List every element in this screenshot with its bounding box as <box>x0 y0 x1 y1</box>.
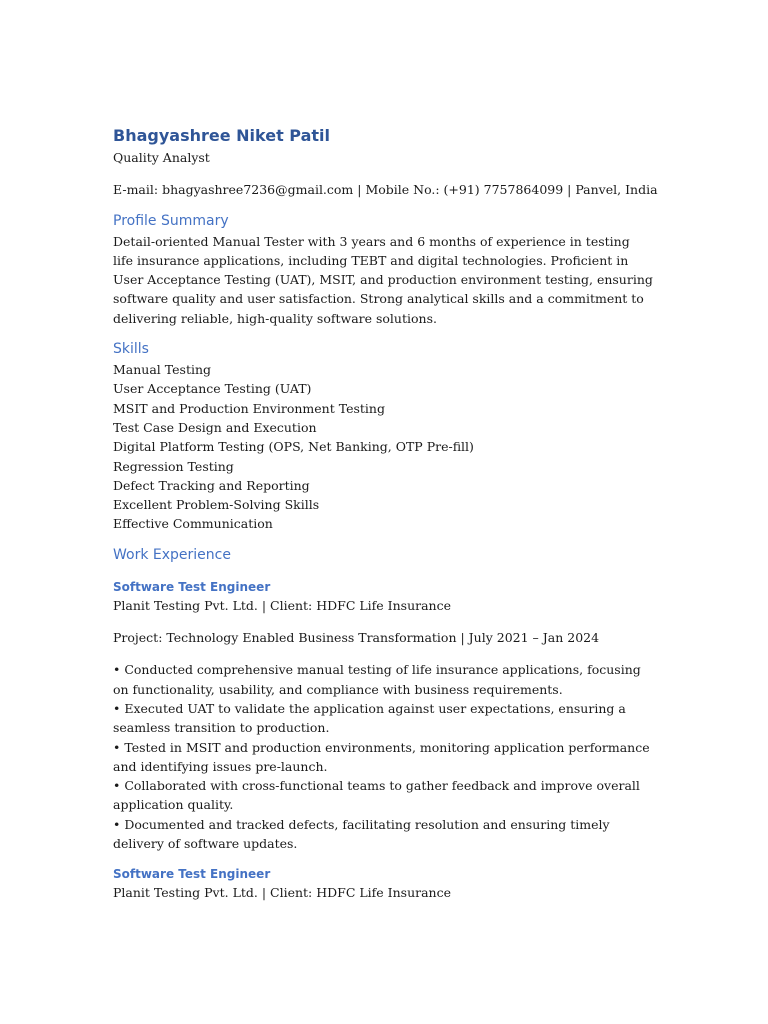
skill-item: Excellent Problem-Solving Skills <box>113 497 320 513</box>
resume-page <box>113 124 658 903</box>
skill-item: MSIT and Production Environment Testing <box>113 400 385 416</box>
job-company: Planit Testing Pvt. Ltd. | Client: HDFC Life Insurance <box>113 885 452 901</box>
job-role: Software Test Engineer <box>113 867 271 882</box>
skill-item: Effective Communication <box>113 516 273 532</box>
job-bullet: • Conducted comprehensive manual testing of life insurance applications, focusing on functionality, usability, and compliance with business requirements. <box>113 662 641 697</box>
skills-heading: Skills <box>113 341 149 358</box>
skill-item: Defect Tracking and Reporting <box>113 477 310 493</box>
job-bullet: • Executed UAT to validate the application against user expectations, ensuring a seamless transition to production. <box>113 700 626 736</box>
skill-item: Manual Testing <box>113 362 212 378</box>
job-entry <box>113 865 653 902</box>
candidate-name: Bhagyashree Niket Patil <box>113 126 331 145</box>
work-experience-heading: Work Experience <box>113 546 231 563</box>
job-bullet: • Documented and tracked defects, facilitating resolution and ensuring timely delivery of software updates. <box>113 816 610 852</box>
skill-item: Test Case Design and Execution <box>113 419 317 435</box>
skill-item: Digital Platform Testing (OPS, Net Banking, OTP Pre-fill) <box>113 439 474 455</box>
skill-item: Regression Testing <box>113 458 234 474</box>
job-bullet: • Tested in MSIT and production environments, monitoring application performance and identifying issues pre-launch. <box>113 739 650 774</box>
job-title: Quality Analyst <box>113 150 210 165</box>
job-company: Planit Testing Pvt. Ltd. | Client: HDFC Life Insurance <box>113 597 452 613</box>
profile-summary-text: Detail-oriented Manual Tester with 3 years and 6 months of experience in testing life insurance applications, including TEBT and digital technologies. Proficient in User Acceptance Testing (UAT), MSIT, and production environment testing, ensuring software quality and user satisfaction. Strong analytical skills and a commitment to delivering reliable, high-quality software solutions. <box>113 233 653 326</box>
job-project: Project: Technology Enabled Business Transformation | July 2021 – Jan 2024 <box>113 630 600 646</box>
job-role: Software Test Engineer <box>113 579 271 594</box>
job-bullet: • Collaborated with cross-functional teams to gather feedback and improve overall application quality. <box>113 778 640 813</box>
skills-list <box>113 360 653 534</box>
job-entry <box>113 578 653 854</box>
job-bullets <box>113 660 653 853</box>
skill-item: User Acceptance Testing (UAT) <box>113 381 312 397</box>
profile-summary-heading: Profile Summary <box>113 212 229 229</box>
contact-line: E-mail: bhagyashree7236@gmail.com | Mobile No.: (+91) 7757864099 | Panvel, India <box>113 182 658 198</box>
